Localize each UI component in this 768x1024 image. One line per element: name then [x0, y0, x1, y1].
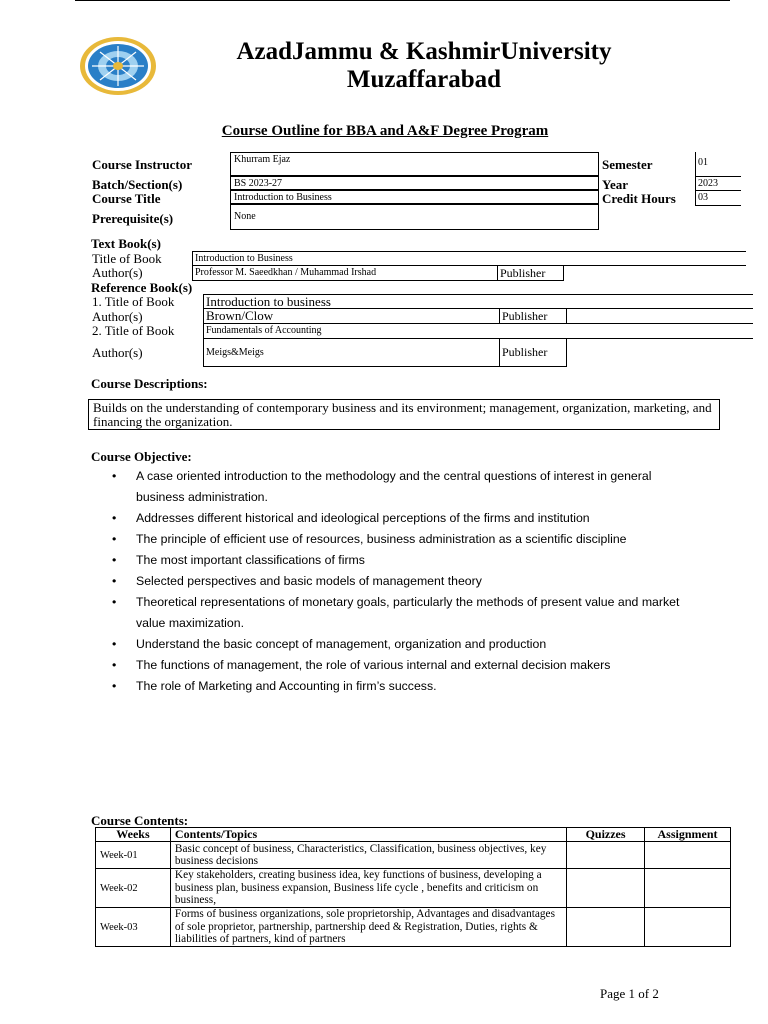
text-book-author-label: Author(s)	[92, 265, 143, 280]
reference-books-heading: Reference Book(s)	[91, 280, 193, 295]
ref2-title-label: 2. Title of Book	[92, 323, 175, 338]
year-value: 2023	[698, 178, 718, 189]
rule	[566, 308, 567, 323]
text-books-heading: Text Book(s)	[91, 236, 161, 251]
col-quizzes: Quizzes	[567, 828, 645, 842]
ref1-title-label: 1. Title of Book	[92, 294, 175, 309]
topics-cell: Forms of business organizations, sole proprietorship, Advantages and disadvantages of sole proprietor, partnership, partnership deed & Registration, Duties, rights & liabilities of partners, kind of partners	[170, 908, 566, 947]
quizzes-cell	[567, 842, 645, 869]
rule	[566, 338, 567, 367]
ref2-author-label: Author(s)	[92, 345, 143, 360]
instructor-label: Course Instructor	[92, 157, 193, 172]
rule	[192, 251, 193, 281]
table-row	[96, 908, 731, 947]
top-rule	[75, 0, 730, 1]
objective-item	[112, 655, 682, 676]
week-cell: Week-03	[96, 908, 171, 947]
assignment-cell	[645, 908, 731, 947]
course-descriptions-heading: Course Descriptions:	[91, 376, 208, 391]
objective-text: Addresses different historical and ideological perceptions of the firms and institution	[136, 511, 590, 525]
course-contents-heading: Course Contents:	[91, 813, 189, 828]
quizzes-cell	[567, 869, 645, 908]
rule	[499, 308, 500, 323]
rule	[499, 338, 500, 367]
year-label: Year	[602, 177, 628, 192]
table-row	[96, 842, 731, 869]
objective-text: The role of Marketing and Accounting in firm’s success.	[136, 679, 437, 693]
objective-text: The most important classifications of firms	[136, 553, 365, 567]
col-weeks: Weeks	[96, 828, 171, 842]
bullet: •	[112, 637, 117, 651]
ref1-publisher-label: Publisher	[502, 309, 548, 323]
bullet: •	[112, 511, 117, 525]
objective-text: The functions of management, the role of various internal and external decision makers	[136, 658, 611, 672]
objective-item	[112, 550, 682, 571]
bullet: •	[112, 658, 117, 672]
ref1-author: Brown/Clow	[206, 308, 274, 323]
course-title-label: Course Title	[92, 191, 161, 206]
rule	[203, 323, 753, 324]
objective-item	[112, 634, 682, 655]
semester-value: 01	[698, 157, 708, 168]
bullet: •	[112, 679, 117, 693]
university-city: Muzaffarabad	[346, 66, 502, 93]
objective-text: Theoretical representations of monetary goals, particularly the methods of present value and market value maximization.	[136, 595, 680, 630]
rule	[203, 338, 753, 339]
topics-cell: Basic concept of business, Characteristics, Classification, business objectives, key business decisions	[170, 842, 566, 869]
objective-list	[112, 466, 682, 697]
page-subtitle: Course Outline for BBA and A&F Degree Program	[221, 123, 549, 139]
course-title-field: Introduction to Business	[230, 190, 599, 204]
text-book-author: Professor M. Saeedkhan / Muhammad Irshad	[195, 267, 377, 278]
quizzes-cell	[567, 908, 645, 947]
semester-label: Semester	[602, 157, 653, 172]
batch-label: Batch/Section(s)	[92, 177, 183, 192]
credit-hours-value: 03	[698, 192, 708, 203]
rule	[203, 294, 204, 367]
bullet: •	[112, 469, 117, 483]
objective-text: Selected perspectives and basic models of management theory	[136, 574, 482, 588]
rule	[203, 366, 567, 367]
objective-text: Understand the basic concept of management, organization and production	[136, 637, 547, 651]
objective-item	[112, 508, 682, 529]
page-number: Page 1 of 2	[600, 986, 659, 1001]
objective-item	[112, 592, 682, 634]
rule	[192, 251, 746, 252]
bullet: •	[112, 553, 117, 567]
assignment-cell	[645, 869, 731, 908]
objective-item	[112, 529, 682, 550]
table-row	[96, 869, 731, 908]
prereq-field: None	[230, 204, 599, 230]
instructor-field: Khurram Ejaz	[230, 152, 599, 176]
prereq-label: Prerequisite(s)	[92, 211, 174, 226]
university-name: AzadJammu & KashmirUniversity	[236, 38, 612, 65]
course-description-text: Builds on the understanding of contemporary business and its environment; management, organization, marketing, and financing the organization.	[88, 399, 720, 430]
bullet: •	[112, 532, 117, 546]
bullet: •	[112, 574, 117, 588]
week-cell: Week-02	[96, 869, 171, 908]
objective-text: The principle of efficient use of resources, business administration as a scientific discipline	[136, 532, 627, 546]
course-contents-table	[95, 827, 731, 947]
week-cell: Week-01	[96, 842, 171, 869]
ref2-title: Fundamentals of Accounting	[206, 325, 322, 336]
col-topics: Contents/Topics	[170, 828, 566, 842]
col-assignment: Assignment	[645, 828, 731, 842]
topics-cell: Key stakeholders, creating business idea, key functions of business, developing a business plan, business expansion, Business life cycle , benefits and criticism on business,	[170, 869, 566, 908]
ref2-author: Meigs&Meigs	[206, 347, 264, 358]
credit-bottom-divider	[695, 205, 741, 206]
ref2-publisher-label: Publisher	[502, 345, 548, 359]
objective-item	[112, 676, 682, 697]
year-credit-divider	[695, 190, 741, 191]
objective-item	[112, 571, 682, 592]
text-book-publisher-label: Publisher	[500, 266, 546, 280]
semester-year-divider	[695, 176, 741, 177]
rule	[497, 265, 498, 280]
objective-item	[112, 466, 682, 508]
ref1-author-label: Author(s)	[92, 309, 143, 324]
text-book-title: Introduction to Business	[195, 253, 293, 264]
batch-field: BS 2023-27	[230, 176, 599, 190]
ref1-title: Introduction to business	[206, 294, 331, 309]
course-objective-heading: Course Objective:	[91, 449, 192, 464]
rule	[563, 265, 564, 280]
bullet: •	[112, 595, 117, 609]
assignment-cell	[645, 842, 731, 869]
university-seal-logo	[78, 36, 158, 96]
objective-text: A case oriented introduction to the methodology and the central questions of interest in general business administration.	[136, 469, 652, 504]
text-book-title-label: Title of Book	[92, 251, 162, 266]
rule	[192, 265, 746, 266]
credit-hours-label: Credit Hours	[602, 191, 676, 206]
semester-field-border	[695, 152, 696, 206]
table-header-row	[96, 828, 731, 842]
